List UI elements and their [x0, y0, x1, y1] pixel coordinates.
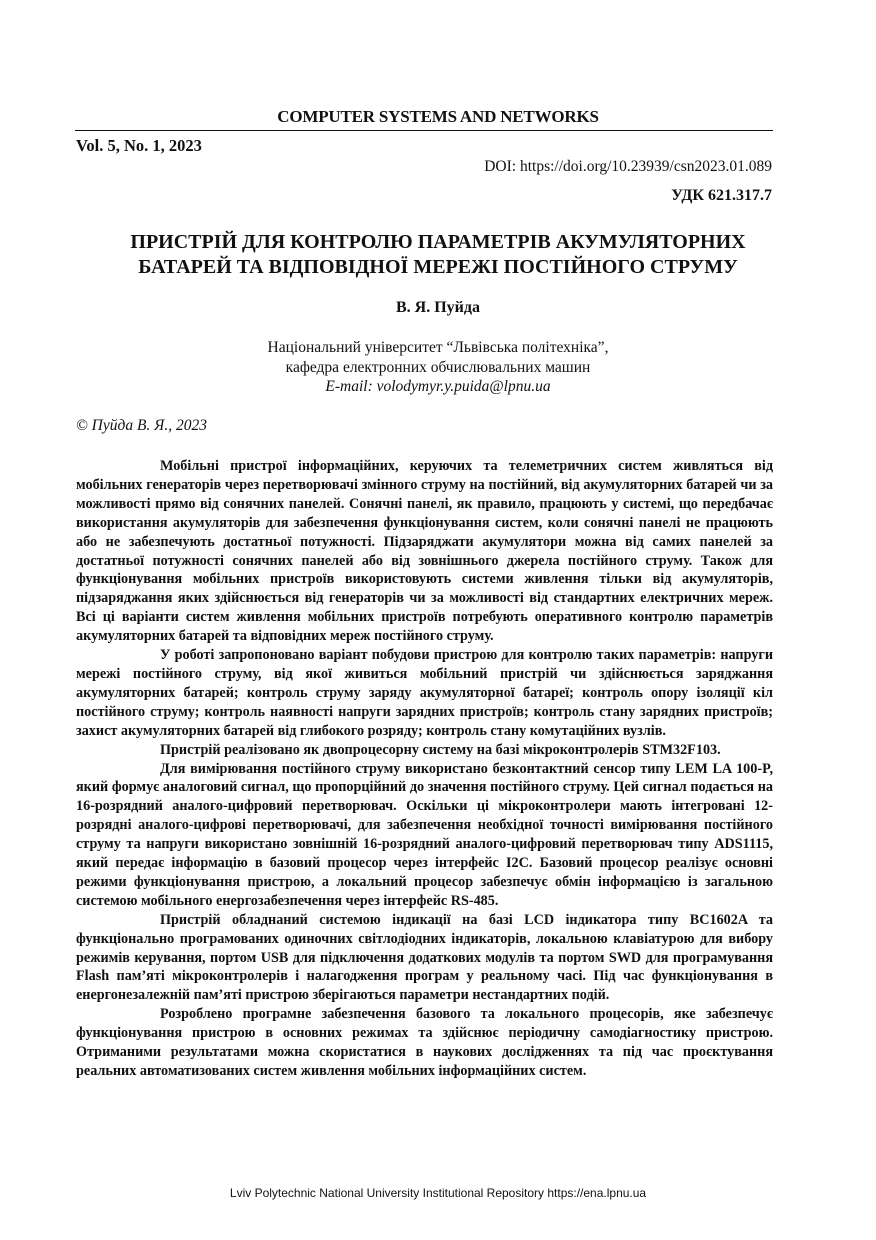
article-title — [0, 230, 876, 280]
doi-link[interactable]: DOI: https://doi.org/10.23939/csn2023.01.089 — [484, 158, 772, 175]
copyright-notice: © Пуйда В. Я., 2023 — [76, 417, 207, 434]
abstract-paragraph: Розроблено програмне забезпечення базового та локального процесорів, яке забезпечує функціонування пристрою в основних режимах та здійснює періодичну самодіагностику пристрою. Отриманими результатами можна скористатися в наукових дослідженнях та під час проєктування реальних автоматизованих систем живлення мобільних інформаційних систем. — [76, 1006, 773, 1079]
volume-info: Vol. 5, No. 1, 2023 — [76, 136, 202, 155]
abstract-paragraph: У роботі запропоновано варіант побудови пристрою для контролю таких параметрів: напруги мережі постійного струму, від якої живиться мобільний пристрій чи здійснюється заряджання акумуляторних батарей; контроль струму заряду акумуляторної батареї; контроль опору ізоляції кіл постійного струму; контроль наявності напруги зарядних пристроїв; контроль стану зарядних пристроїв; захист акумуляторних батарей від глибокого розряду; контроль стану комутаційних вузлів. — [76, 647, 773, 739]
abstract — [76, 457, 773, 1081]
abstract-paragraph: Мобільні пристрої інформаційних, керуючих та телеметричних систем живляться від мобільних генераторів через перетворювачі змінного струму на постійний, від акумуляторних батарей чи за можливості прямо від сонячних панелей. Сонячні панелі, як правило, працюють у системі, що передбачає використання акумуляторів для забезпечення функціонування систем, коли сонячні панелі не працюють або не забезпечують достатньої потужності. Підзаряджати акумулятори можна від самих панелей за достатньої потужності сонячних панелей або від зовнішнього джерела постійного струму. Також для функціонування мобільних пристроїв використовують системи живлення тільки від акумуляторів, підзаряджання яких здійснюється від генераторів чи за можливості від стандартних електричних мереж. Всі ці варіанти систем живлення мобільних пристроїв потребують оперативного контролю параметрів акумуляторних батарей та відповідних мереж постійного струму. — [76, 458, 773, 645]
affiliation-university: Національний університет “Львівська політехніка”, — [267, 339, 609, 356]
abstract-paragraph: Пристрій обладнаний системою індикації на базі LCD індикатора типу BC1602A та функціонально програмованих одиночних світлодіодних індикаторів, локальною клавіатурою для вибору режимів керування, портом USB для підключення додаткових модулів та портом SWD для програмування Flash пам’яті мікроконтролерів і налагодження програм у реальному часі. Під час функціонування в енергонезалежній пам’яті пристрою зберігаються параметри нестандартних подій. — [76, 911, 773, 1004]
repository-footer[interactable]: Lviv Polytechnic National University Institutional Repository https://ena.lpnu.ua — [229, 1186, 647, 1200]
header-divider — [75, 130, 773, 131]
affiliation — [0, 338, 876, 397]
author-email[interactable]: E-mail: volodymyr.y.puida@lpnu.ua — [325, 378, 551, 395]
abstract-paragraph: Пристрій реалізовано як двопроцесорну систему на базі мікроконтролерів STM32F103. — [160, 741, 721, 758]
udk-code: УДК 621.317.7 — [671, 187, 772, 204]
abstract-paragraph: Для вимірювання постійного струму використано безконтактний сенсор типу LEM LA 100-P, який формує аналоговий сигнал, що пропорційний до значення постійного струму. Цей сигнал подається на 16-розрядний аналого-цифровий перетворювач. Оскільки ці мікроконтролери мають інтегровані 12-розрядні аналого-цифрові перетворювачі, для забезпечення необхідної точності вимірювання постійного струму та напруги використано зовнішній 16-розрядний аналого-цифровий перетворювач типу ADS1115, який передає інформацію в базовий процесор через інтерфейс I2C. Базовий процесор реалізує основні режими функціонування пристрою, а локальний процесор забезпечує обмін інформацією із загальною системою мобільного енергозабезпечення через інтерфейс RS-485. — [76, 760, 773, 909]
journal-name: COMPUTER SYSTEMS AND NETWORKS — [277, 107, 599, 126]
title-line-1: ПРИСТРІЙ ДЛЯ КОНТРОЛЮ ПАРАМЕТРІВ АКУМУЛЯТОРНИХ — [130, 231, 746, 253]
affiliation-department: кафедра електронних обчислювальних машин — [285, 358, 591, 376]
title-line-2: БАТАРЕЙ ТА ВІДПОВІДНОЇ МЕРЕЖІ ПОСТІЙНОГО СТРУМУ — [138, 256, 738, 278]
author-name: В. Я. Пуйда — [396, 299, 480, 316]
